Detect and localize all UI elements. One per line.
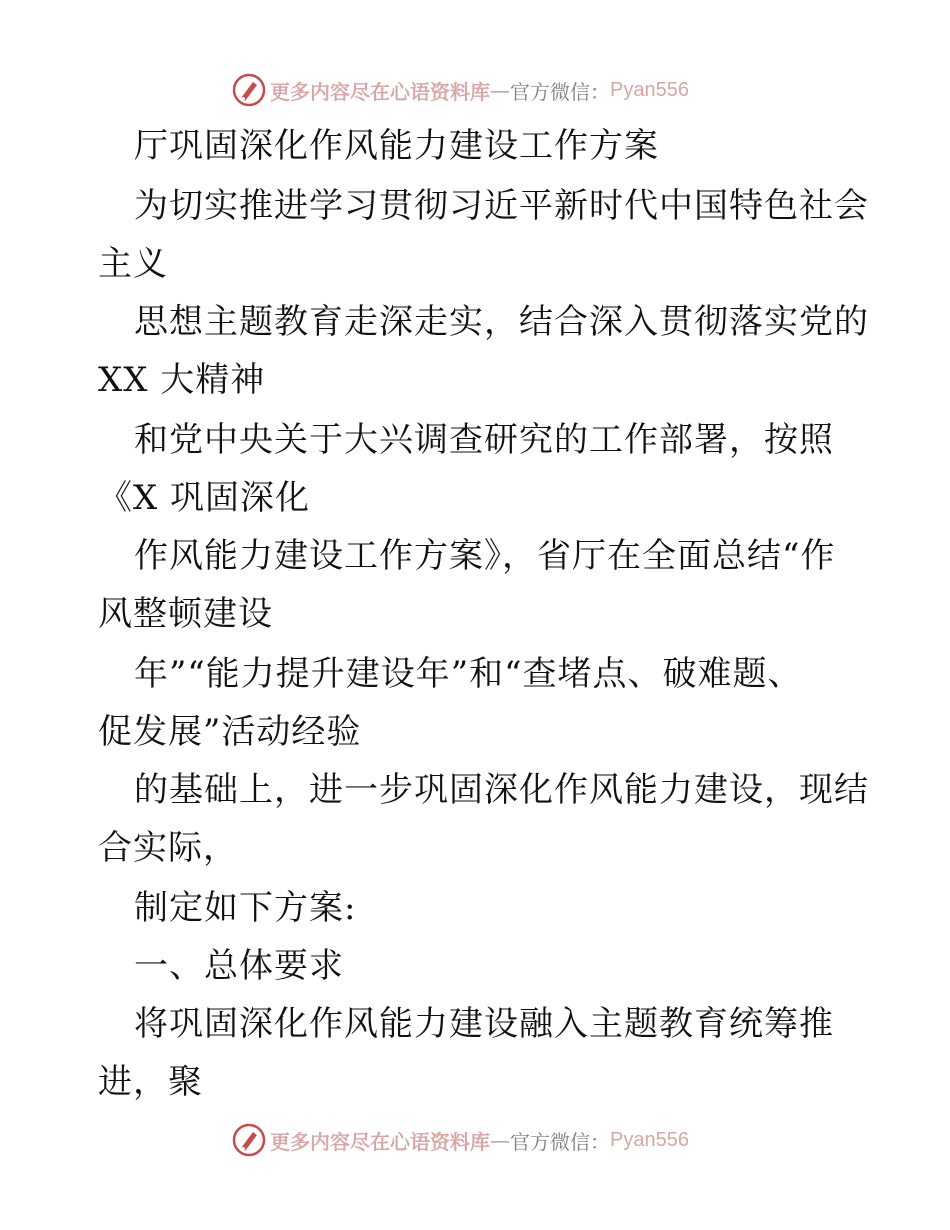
paragraph-line: 的基础上，进一步巩固深化作风能力建设，现结 xyxy=(134,770,869,810)
paragraph-line: 年”“能力提升建设年”和“查堵点、破难题、 xyxy=(134,654,803,694)
paragraph-line: 《X 巩固深化 xyxy=(98,478,311,518)
paragraph-line: 作风能力建设工作方案》，省厅在全面总结“作 xyxy=(134,536,836,576)
pen-logo-icon xyxy=(232,1123,266,1157)
paragraph-line: 合实际， xyxy=(98,828,238,868)
banner-account: Pyan556 xyxy=(610,1128,689,1151)
banner-site-text: 更多内容尽在心语资料库 xyxy=(270,79,490,104)
footer-banner xyxy=(232,1120,689,1160)
paragraph-line: XX 大精神 xyxy=(98,360,266,400)
section-heading: 一、总体要求 xyxy=(134,946,344,986)
paragraph-line: 促发展”活动经验 xyxy=(98,712,362,752)
banner-label: 官方微信： xyxy=(510,79,610,104)
paragraph-line: 和党中央关于大兴调查研究的工作部署，按照 xyxy=(134,420,834,460)
banner-separator: — xyxy=(490,78,510,102)
banner-separator: — xyxy=(490,1128,510,1152)
paragraph-line: 进，聚 xyxy=(98,1062,203,1102)
paragraph-line: 思想主题教育走深走实，结合深入贯彻落实党的 xyxy=(134,302,869,342)
banner-account: Pyan556 xyxy=(610,78,689,101)
paragraph-line: 将巩固深化作风能力建设融入主题教育统筹推 xyxy=(134,1004,834,1044)
paragraph-line: 风整顿建设 xyxy=(98,594,273,634)
paragraph-line: 主义 xyxy=(98,244,168,284)
document-title: 厅巩固深化作风能力建设工作方案 xyxy=(134,126,659,166)
paragraph-line: 为切实推进学习贯彻习近平新时代中国特色社会 xyxy=(134,186,869,226)
banner-site-text: 更多内容尽在心语资料库 xyxy=(270,1129,490,1154)
banner-label: 官方微信： xyxy=(510,1129,610,1154)
paragraph-line: 制定如下方案: xyxy=(134,888,357,928)
